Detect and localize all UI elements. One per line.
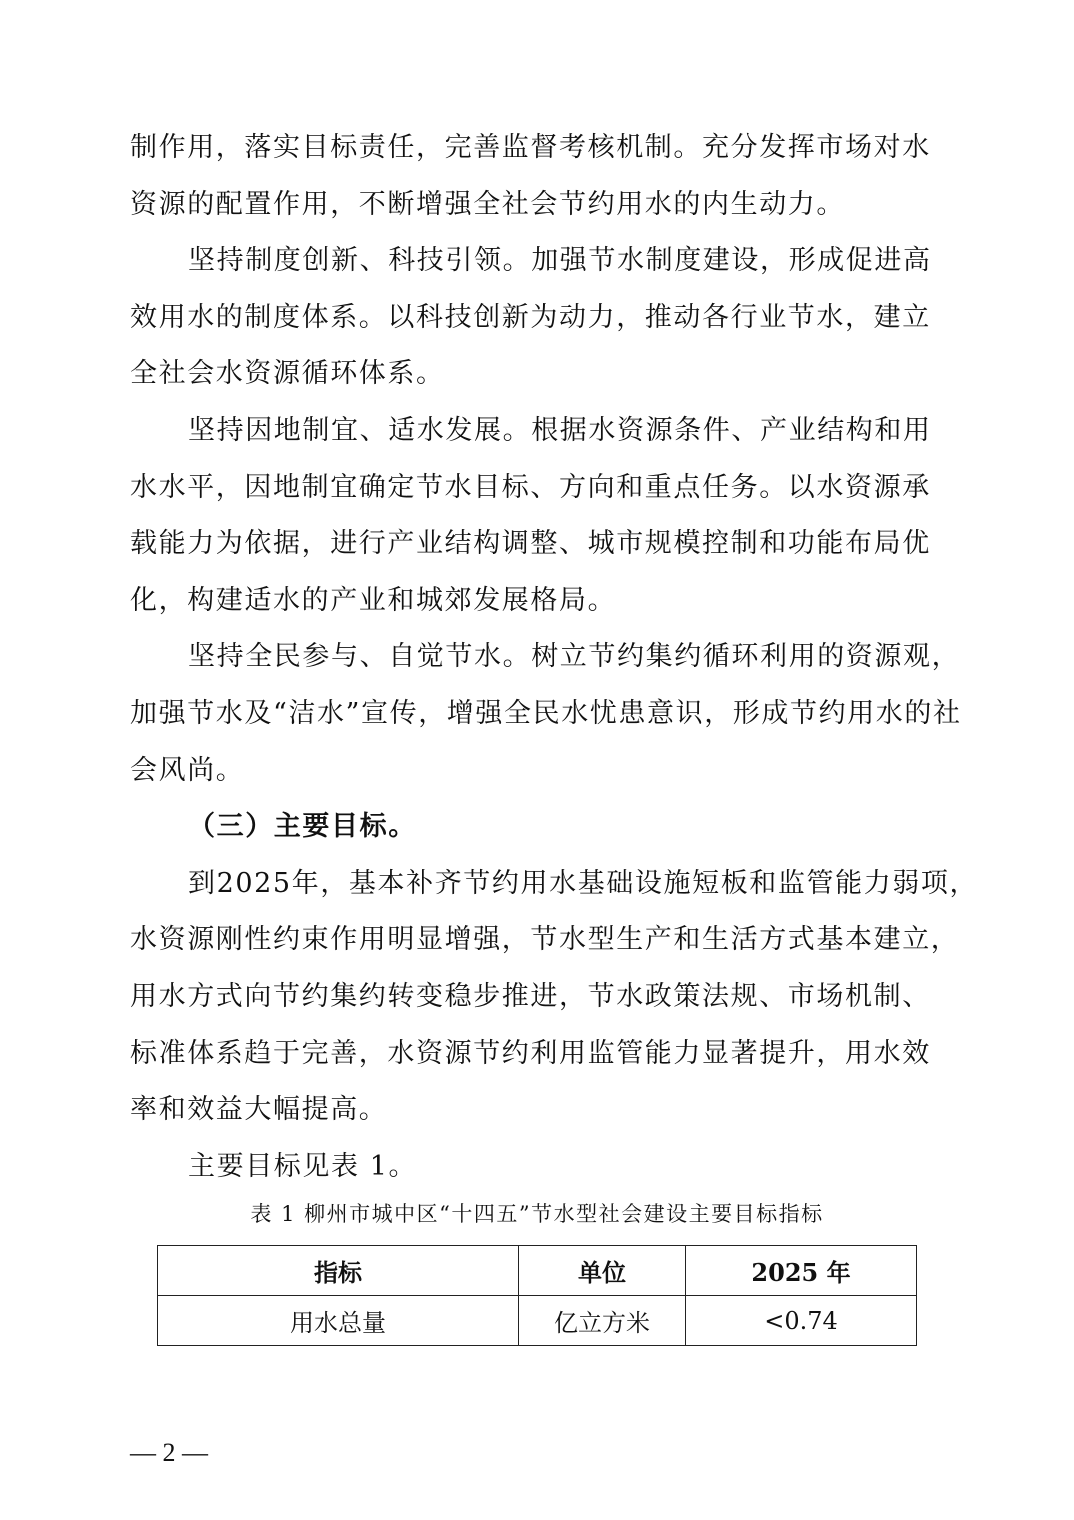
text-line: 用水方式向节约集约转变稳步推进，节水政策法规、市场机制、 <box>130 980 931 1012</box>
text-line: 加强节水及“洁水”宣传，增强全民水忧患意识，形成节约用水的社 <box>130 697 962 729</box>
text-line: 到2025年，基本补齐节约用水基础设施短板和监管能力弱项， <box>188 867 979 899</box>
text-line: 全社会水资源循环体系。 <box>130 358 445 390</box>
text-line: 载能力为依据，进行产业结构调整、城市规模控制和功能布局优 <box>130 528 931 560</box>
text-line: 率和效益大幅提高。 <box>130 1094 388 1126</box>
cell-indicator: 用水总量 <box>158 1296 519 1346</box>
text-line: 坚持因地制宜、适水发展。根据水资源条件、产业结构和用 <box>188 414 932 446</box>
text-line: 坚持全民参与、自觉节水。树立节约集约循环利用的资源观， <box>188 641 961 673</box>
text-line: 标准体系趋于完善，水资源节约利用监管能力显著提升，用水效 <box>130 1037 931 1069</box>
header-2025: 2025 年 <box>686 1246 917 1296</box>
text-line: 水水平，因地制宜确定节水目标、方向和重点任务。以水资源承 <box>130 471 931 503</box>
cell-unit: 亿立方米 <box>519 1296 686 1346</box>
text-line: 资源的配置作用，不断增强全社会节约用水的内生动力。 <box>130 188 845 220</box>
table-caption: 表 1 柳州市城中区“十四五”节水型社会建设主要目标指标 <box>250 1202 824 1226</box>
text-line: 主要目标见表 1。 <box>188 1150 418 1182</box>
table-row <box>158 1296 917 1346</box>
targets-table <box>157 1245 917 1346</box>
page-number: — 2 — <box>130 1438 208 1467</box>
body-text <box>130 120 979 1195</box>
text-line: 效用水的制度体系。以科技创新为动力，推动各行业节水，建立 <box>130 301 931 333</box>
text-line: 会风尚。 <box>130 754 245 786</box>
text-line: 水资源刚性约束作用明显增强，节水型生产和生活方式基本建立， <box>130 924 960 956</box>
text-line: （三）主要目标。 <box>188 811 417 843</box>
text-line: 化，构建适水的产业和城郊发展格局。 <box>130 584 617 616</box>
header-unit: 单位 <box>519 1246 686 1296</box>
cell-value: <0.74 <box>686 1296 917 1346</box>
text-line: 制作用，落实目标责任，完善监督考核机制。充分发挥市场对水 <box>130 132 931 163</box>
text-line: 坚持制度创新、科技引领。加强节水制度建设，形成促进高 <box>188 245 932 277</box>
header-indicator: 指标 <box>158 1246 519 1296</box>
table-header-row <box>158 1246 917 1296</box>
